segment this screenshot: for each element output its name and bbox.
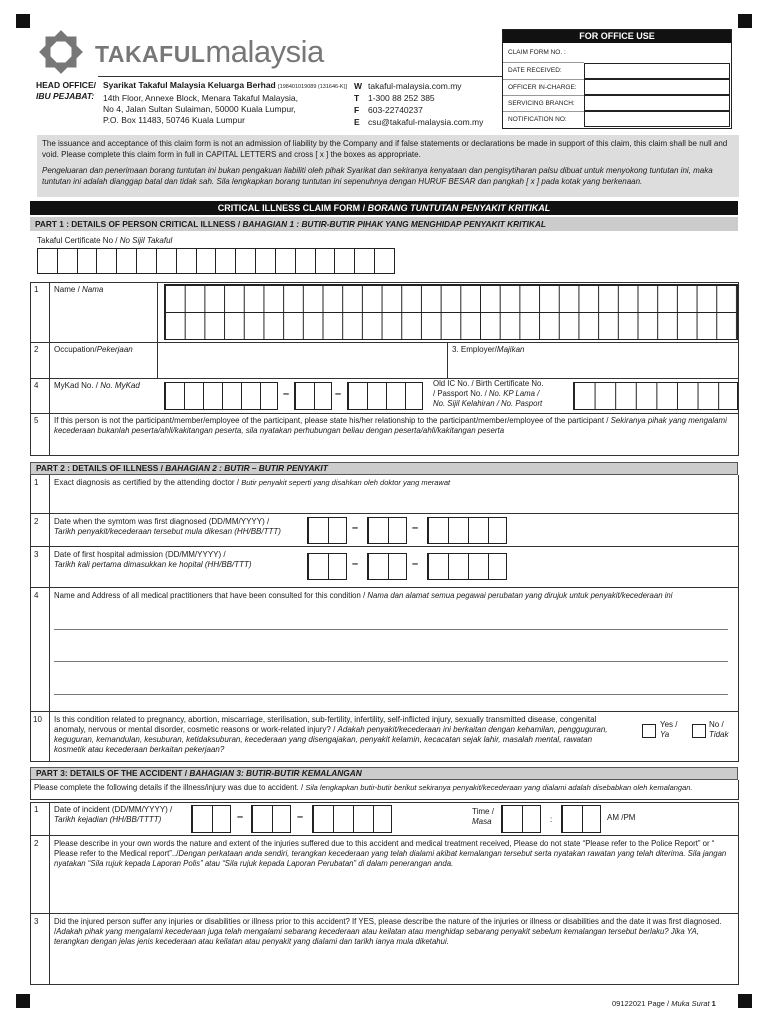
contact-email-key: E [354, 117, 360, 127]
company-reg: [198401019089 (131646-K)] [278, 84, 347, 90]
yes-label-ms: Ya [660, 730, 670, 739]
incident-day[interactable] [191, 805, 231, 833]
diagnosis-label [54, 478, 450, 488]
head-office-label-ms: IBU PEJABAT: [36, 91, 95, 101]
corner-mark-bottom-left [16, 994, 30, 1008]
practitioners-label-ms: Nama dan alamat semua pegawai perubatan yang dirujuk untuk penyakit/kecederaan ini [367, 591, 673, 600]
time-label-ms: Masa [472, 817, 492, 826]
diagnosis-label-ms: Butir penyakit seperti yang disahkan oleh doktor yang merawat [241, 478, 451, 487]
certificate-label-en: Takaful Certificate No / [37, 236, 120, 245]
hospital-admission-dash-2: – [412, 558, 419, 570]
hospital-admission-month[interactable] [367, 553, 407, 580]
name-label-en: Name / [54, 285, 83, 294]
brand-name [95, 34, 324, 72]
old-ic-boxes[interactable] [573, 382, 738, 410]
address-line-3: P.O. Box 11483, 50746 Kuala Lumpur [103, 115, 245, 125]
footer-page-num: 1 [711, 999, 716, 1008]
no-checkbox[interactable] [692, 724, 706, 738]
takaful-logo-icon [36, 28, 86, 76]
office-notification-field[interactable] [584, 111, 730, 127]
first-diagnosed-label-en: Date when the symtom was first diagnosed (DD/MM/YYYY) / [54, 517, 270, 526]
form-title-en: CRITICAL ILLNESS CLAIM FORM / [217, 203, 368, 213]
part2-title [30, 462, 738, 475]
mykad-boxes-part2[interactable] [294, 382, 332, 410]
part3-intro-ms: Sila lengkapkan butir-butir berikut sekiranya penyakit/kecederaan yang dialami adalah disebabkan oleh kemalangan. [305, 783, 693, 792]
yes-label [660, 720, 678, 740]
corner-mark-top-left [16, 14, 30, 28]
form-title-ms: BORANG TUNTUTAN PENYAKIT KRITIKAL [367, 203, 551, 213]
office-row-officer: OFFICER IN-CHARGE: [508, 84, 577, 91]
contact-fax: 603-22740237 [368, 105, 423, 115]
hospital-admission-day[interactable] [307, 553, 347, 580]
mykad-label-en: MyKad No. / [54, 381, 101, 390]
incident-dash-2: – [297, 811, 304, 823]
header-divider [98, 76, 502, 77]
certificate-number-boxes[interactable] [37, 248, 395, 274]
incident-date-label-ms: Tarikh kejadian (HH/BB/TTTT) [54, 815, 162, 824]
part1-title-ms: BAHAGIAN 1 : BUTIR-BUTIR PIHAK YANG MENGHIDAP PENYAKIT KRITIKAL [242, 219, 546, 229]
certificate-label [37, 236, 172, 246]
condition-related-question [54, 715, 620, 755]
occupation-label [54, 345, 133, 355]
am-pm-label: AM /PM [607, 813, 636, 822]
page-footer [612, 999, 716, 1008]
notice-box [37, 135, 739, 197]
incident-date-label-en: Date of incident (DD/MM/YYYY) / [54, 805, 173, 814]
form-title [30, 201, 738, 215]
first-diagnosed-year[interactable] [427, 517, 507, 544]
address-line-2: No 4, Jalan Sultan Sulaiman, 50000 Kuala Lumpur, [103, 104, 296, 114]
injury-description-field[interactable] [50, 872, 738, 912]
injury-description-ms: Dengan perkataan anda sendiri, terangkan kecederaan yang telah dialami akibat kemalangan tersebut serta nyatakan rawatan yang telah diterima. Sila jangan nyatakan “Sila rujuk kepada Laporan Polis” atau “Sila rujuk kepada Laporan Perubatan” di dalam penerangan anda. [54, 849, 727, 868]
practitioners-line-1[interactable] [54, 629, 728, 630]
condition-related-question-en: Is this condition related to pregnancy, abortion, miscarriage, sterilisation, sub-fertility, infertility, self-inflicted injury, sexually transmitted disease, congenital anomaly, nervous or mental disorder, cosmetic reasons or work-related injury? / [54, 715, 597, 734]
old-ic-label [433, 379, 569, 409]
incident-year[interactable] [312, 805, 392, 833]
employer-field[interactable] [448, 356, 738, 377]
part2-q10-num: 10 [33, 715, 42, 724]
part3-q2-num: 2 [34, 839, 39, 848]
office-row-date-received: DATE RECEIVED: [508, 67, 562, 74]
office-use-box [502, 29, 732, 129]
name-field-grid[interactable] [164, 284, 738, 340]
mykad-dash-2: – [335, 388, 342, 400]
footer-page-ms: Muka Surat [671, 999, 712, 1008]
contact-web-key: W [354, 81, 363, 91]
first-diagnosed-month[interactable] [367, 517, 407, 544]
certificate-label-ms: No Sijil Takaful [119, 236, 173, 245]
part3-q1-num: 1 [34, 805, 39, 814]
mykad-label-ms: No. MyKad [100, 381, 140, 390]
employer-label-en: 3. Employer/ [452, 345, 497, 354]
corner-mark-bottom-right [738, 994, 752, 1008]
brand-light: malaysia [205, 34, 324, 69]
part3-intro-en: Please complete the following details if the illness/injury was due to accident. / [34, 783, 306, 792]
part2-q4-num: 4 [34, 591, 39, 600]
occupation-label-en: Occupation/ [54, 345, 97, 354]
part1-q2-num: 2 [34, 345, 39, 354]
head-office-address [103, 80, 363, 126]
no-label [709, 720, 729, 740]
office-use-title: FOR OFFICE USE [503, 30, 731, 43]
hospital-admission-year[interactable] [427, 553, 507, 580]
diagnosis-field[interactable] [50, 490, 738, 512]
mykad-boxes-part1[interactable] [164, 382, 278, 410]
yes-checkbox[interactable] [642, 724, 656, 738]
office-row-claim-no: CLAIM FORM NO. : [508, 49, 566, 56]
time-minute[interactable] [561, 805, 601, 833]
incident-dash-1: – [237, 811, 244, 823]
contact-tel: 1-300 88 252 385 [368, 93, 435, 103]
time-label [472, 807, 494, 827]
prior-injury-en: Did the injured person suffer any injuries or disabilities or illness prior to this accident? If YES, please describe the nature of the injuries or illness or disabilities and the date it was first diagnosed. / [54, 917, 722, 936]
first-diagnosed-label-ms: Tarikh penyakit/kecederaan tersebut mula dikesan (HH/BB/TTT) [54, 527, 281, 536]
relationship-question [54, 416, 734, 436]
practitioners-label [54, 591, 673, 601]
part3-title-en: PART 3: DETAILS OF THE ACCIDENT / [36, 768, 190, 778]
first-diagnosed-day[interactable] [307, 517, 347, 544]
old-ic-line-2-ms: No. KP Lama / [488, 389, 540, 398]
part2-title-ms: BAHAGIAN 2 : BUTIR – BUTIR PENYAKIT [165, 463, 328, 473]
incident-month[interactable] [251, 805, 291, 833]
office-branch-field[interactable] [584, 95, 730, 111]
relationship-question-ms: Sekiranya pihak yang mengalami kecederaan bukanlah peserta/ahli/kakitangan peserta, sila nyatakan perhubungan beliau dengan peserta/ahli/kakitangan peserta [54, 416, 727, 435]
part2-q3-num: 3 [34, 550, 39, 559]
old-ic-line-1: Old IC No. / Birth Certificate No. [433, 379, 544, 388]
part1-q1-num: 1 [34, 285, 39, 294]
hospital-admission-label-en: Date of first hospital admission (DD/MM/YYYY) / [54, 550, 226, 559]
diagnosis-label-en: Exact diagnosis as certified by the attending doctor / [54, 478, 242, 487]
name-label-ms: Nama [82, 285, 104, 294]
occupation-label-ms: Pekerjaan [96, 345, 133, 354]
yes-label-en: Yes / [660, 720, 678, 729]
head-office-label-en: HEAD OFFICE/ [36, 80, 96, 90]
contact-list [354, 80, 483, 128]
mykad-boxes-part3[interactable] [347, 382, 423, 410]
hospital-admission-label [54, 550, 252, 570]
part2-q2-num: 2 [34, 517, 39, 526]
relationship-question-en: If this person is not the participant/member/employee of the participant, please state his/her relationship to the participant/member/employee of the participant / [54, 416, 611, 425]
mykad-label [54, 381, 140, 391]
prior-injury-question [54, 917, 734, 947]
corner-mark-top-right [738, 14, 752, 28]
part1-title [30, 217, 738, 231]
first-diagnosed-dash-2: – [412, 522, 419, 534]
injury-description-en: Please describe in your own words the nature and extent of the injuries suffered due to this accident and medical treatment received, Please do not state “Please refer to the Police Report” or “ Please refer to the Medical report”../ [54, 839, 715, 858]
occupation-field[interactable] [158, 343, 446, 377]
name-label [54, 285, 103, 295]
old-ic-line-3: No. Sijil Kelahiran / No. Pasport [433, 399, 543, 408]
time-label-en: Time / [472, 807, 494, 816]
condition-related-question-ms: Adakah penyakit/kecederaan ini berkaitan dengan kehamilan, pengguguran, keguguran, kemandulan, kesuburan, ketidaksuburan, kecederaan yang disengajakan, penyakit kelamin, kecacatan sejak lahir, masalah mental, rawatan kosmetik atau kecederaan berkaitan pekerjaan? [54, 725, 608, 754]
office-officer-field[interactable] [584, 79, 730, 95]
part3-title-ms: BAHAGIAN 3: BUTIR-BUTIR KEMALANGAN [189, 768, 362, 778]
practitioners-line-2[interactable] [54, 661, 728, 662]
contact-fax-key: F [354, 105, 360, 115]
part3-q3-num: 3 [34, 917, 39, 926]
notice-ms: Pengeluaran dan penerimaan borang tuntutan ini bukan pengakuan liabiliti oleh pihak Syarikat dan sekiranya kenyataan dan pengisytiharan palsu dibuat untuk menyokong tuntutan ini, maka tuntutan ini adalah dianggap batal dan tidak sah. Sila lengkapkan borang tuntutan ini sepenuhnya dengan HURUF BESAR dan pangkah [ x ] pada kotak yang berkenaan. [42, 166, 713, 186]
notice-en: The issuance and acceptance of this claim form is not an admission of liability by the Company and if false statements or declarations be made in support of this claim, this claim shall be null and void. Please complete this claim form in full in CAPITAL LETTERS and cross [ x ] the boxes as appropriate. [42, 139, 728, 159]
hospital-admission-dash-1: – [352, 558, 359, 570]
part1-q4-num: 4 [34, 381, 39, 390]
contact-tel-key: T [354, 93, 360, 103]
old-ic-line-2-en: / Passport No. / [433, 389, 489, 398]
company-name: Syarikat Takaful Malaysia Keluarga Berhad [103, 80, 276, 90]
employer-label-ms: Majikan [496, 345, 525, 354]
first-diagnosed-dash-1: – [352, 522, 359, 534]
no-label-ms: Tidak [709, 730, 729, 739]
part1-q5-num: 5 [34, 416, 39, 425]
head-office-label [36, 80, 96, 102]
hospital-admission-label-ms: Tarikh kali pertama dimasukkan ke hopital (HH/BB/TTT) [54, 560, 252, 569]
time-hour[interactable] [501, 805, 541, 833]
part3-intro [34, 783, 693, 793]
office-row-notification: NOTIFICATION NO: [508, 116, 567, 123]
prior-injury-ms: Adakah pihak yang mengalami kecederaan juga telah mengalami sebarang kecederaan atau keilatan atau menghidap sebarang penyakit sebelum kemalangan tersebut berlaku? Jika YA, terangkan dengan jelas jenis kecederaan atau keilatan atau penyakit yang dialami dan tarikh ianya mula diketahui. [54, 927, 699, 946]
incident-date-label [54, 805, 172, 825]
practitioners-line-3[interactable] [54, 694, 728, 695]
employer-label [452, 345, 524, 355]
prior-injury-field[interactable] [50, 950, 738, 984]
office-date-received-field[interactable] [584, 63, 730, 79]
part3-title [30, 767, 738, 780]
injury-description-question [54, 839, 734, 869]
time-separator: : [550, 815, 553, 824]
part2-title-en: PART 2 : DETAILS OF ILLNESS / [36, 463, 166, 473]
footer-code: 09122021 Page / [612, 999, 672, 1008]
mykad-dash-1: – [283, 388, 290, 400]
part2-q1-num: 1 [34, 478, 39, 487]
first-diagnosed-label [54, 517, 281, 537]
contact-email[interactable]: csu@takaful-malaysia.com.my [368, 117, 484, 127]
brand-bold: TAKAFUL [95, 41, 206, 67]
contact-web[interactable]: takaful-malaysia.com.my [368, 81, 462, 91]
address-line-1: 14th Floor, Annexe Block, Menara Takaful Malaysia, [103, 93, 298, 103]
no-label-en: No / [709, 720, 724, 729]
part1-title-en: PART 1 : DETAILS OF PERSON CRITICAL ILLNESS / [35, 219, 243, 229]
practitioners-label-en: Name and Address of all medical practitioners that have been consulted for this condition / [54, 591, 368, 600]
office-row-branch: SERVICING BRANCH: [508, 100, 575, 107]
